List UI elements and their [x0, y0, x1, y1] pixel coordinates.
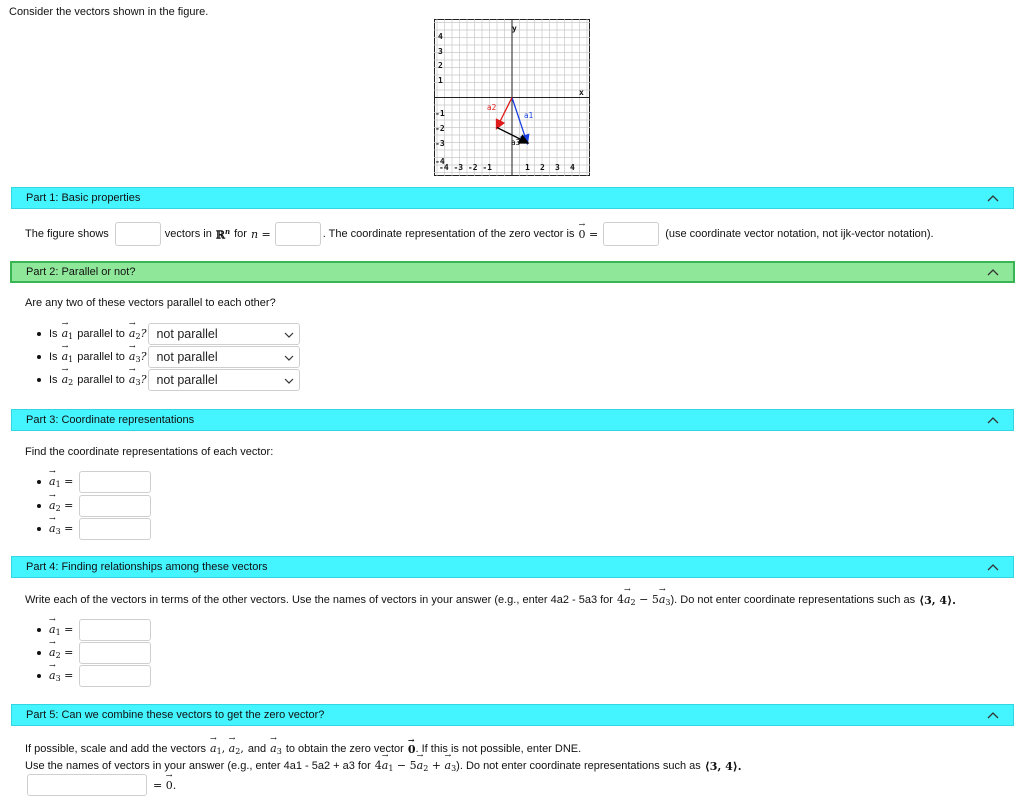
- part1-text-e: (use coordinate vector notation, not ijk-vector notation).: [665, 228, 934, 240]
- part4-header[interactable]: [11, 556, 1014, 578]
- x-tick-2: 2: [540, 163, 545, 172]
- part4-prompt-b: ). Do not enter coordinate representations such as: [670, 594, 916, 606]
- dimension-input[interactable]: [275, 222, 321, 246]
- y-tick-neg1: -1: [435, 109, 445, 118]
- rel-a3-input[interactable]: [79, 665, 151, 687]
- part1-text-a: The figure shows: [25, 228, 109, 240]
- vector-a3-symbol: → $a_3$?: [129, 350, 147, 364]
- intro-text: Consider the vectors shown in the figure.: [9, 6, 209, 18]
- rel-row-a3: [25, 665, 151, 687]
- select-value: not parallel: [156, 373, 218, 387]
- example-coordinates: ⟨3, 4⟩.: [919, 593, 956, 607]
- part4-prompt-a: Write each of the vectors in terms of the other vectors. Use the names of vectors in your answer (e.g., enter 4a2 - 5a3 for: [25, 594, 613, 606]
- part1-text-b: vectors in: [164, 228, 212, 240]
- vector-a3-symbol: → $a_3$ =: [49, 522, 73, 536]
- chevron-up-icon[interactable]: [987, 263, 999, 281]
- vector-a3-label: a3: [511, 138, 521, 147]
- parallel-select-2[interactable]: [148, 346, 300, 368]
- parallel-select-1[interactable]: [148, 323, 300, 345]
- part1-header[interactable]: [11, 187, 1014, 209]
- vector-a2-symbol: → $a_2$ =: [49, 499, 73, 513]
- bullet: [37, 332, 41, 336]
- vector-a1-symbol: → $a_1$: [62, 327, 74, 341]
- bullet: [37, 527, 41, 531]
- vector-list: → $a_1$, → $a_2$,: [210, 742, 244, 756]
- vector-a2-symbol: → $a_2$: [62, 373, 74, 387]
- zero-vector-symbol: → 0: [408, 743, 416, 756]
- coord-a2-input[interactable]: [79, 495, 151, 517]
- q-parallel-to: parallel to: [77, 351, 125, 363]
- vector-a2-symbol: → $a_2$?: [129, 327, 147, 341]
- chevron-up-icon[interactable]: [987, 410, 999, 430]
- chevron-down-icon: [284, 352, 294, 366]
- chevron-up-icon[interactable]: [987, 705, 999, 725]
- bullet: [37, 628, 41, 632]
- part5-line1-c: to obtain the zero vector: [285, 743, 404, 755]
- coord-row-a1: [25, 471, 151, 493]
- part1-title: Part 1: Basic properties: [26, 192, 141, 204]
- real-space-symbol: ℝ$^n$: [215, 226, 231, 242]
- part5-line1-b: and: [247, 743, 267, 755]
- vector-a2-symbol: → $a_2$ =: [49, 646, 73, 660]
- part3-prompt: Find the coordinate representations of each vector:: [25, 446, 274, 458]
- q-is: Is: [49, 351, 58, 363]
- vector-a1-symbol: → $a_1$ =: [49, 623, 73, 637]
- y-tick-2: 2: [438, 61, 443, 70]
- part1-sentence: [25, 222, 934, 246]
- vector-graph: [434, 19, 590, 176]
- coord-row-a3: [25, 518, 151, 540]
- rel-a1-input[interactable]: [79, 619, 151, 641]
- part1-text-d: . The coordinate representation of the zero vector is: [322, 228, 575, 240]
- part5-line2: [25, 759, 742, 773]
- part5-title: Part 5: Can we combine these vectors to get the zero vector?: [26, 709, 325, 721]
- rel-row-a1: [25, 619, 151, 641]
- chevron-up-icon[interactable]: [987, 188, 999, 208]
- y-axis-label: y: [512, 24, 517, 33]
- y-tick-neg3: -3: [435, 139, 445, 148]
- part4-prompt: [25, 593, 956, 607]
- vector-a1-symbol: → $a_1$: [62, 350, 74, 364]
- x-tick-3: 3: [555, 163, 560, 172]
- coord-a3-input[interactable]: [79, 518, 151, 540]
- n-equals: n =: [250, 227, 271, 241]
- example-expression: $4\to a_2 - 5\to a_3$: [617, 593, 671, 607]
- parallel-row-3: [25, 369, 300, 391]
- bullet: [37, 504, 41, 508]
- chevron-down-icon: [284, 329, 294, 343]
- coord-row-a2: [25, 495, 151, 517]
- rel-a2-input[interactable]: [79, 642, 151, 664]
- x-axis-label: x: [579, 88, 584, 97]
- parallel-select-3[interactable]: [148, 369, 300, 391]
- rel-row-a2: [25, 642, 151, 664]
- part1-text-c: for: [234, 228, 247, 240]
- zero-vector-input[interactable]: [603, 222, 659, 246]
- part3-header[interactable]: [11, 409, 1014, 431]
- part2-title: Part 2: Parallel or not?: [26, 266, 136, 278]
- select-value: not parallel: [156, 350, 218, 364]
- y-tick-1: 1: [438, 76, 443, 85]
- num-vectors-input[interactable]: [115, 222, 161, 246]
- vector-figure: [434, 19, 590, 176]
- chevron-up-icon[interactable]: [987, 557, 999, 577]
- part5-line2-a: Use the names of vectors in your answer (e.g., enter 4a1 - 5a2 + a3 for: [25, 760, 371, 772]
- part5-line2-b: ). Do not enter coordinate representations such as: [456, 760, 701, 772]
- coord-a1-input[interactable]: [79, 471, 151, 493]
- bullet: [37, 355, 41, 359]
- select-value: not parallel: [156, 327, 218, 341]
- part5-header[interactable]: [11, 704, 1014, 726]
- x-tick-4: 4: [570, 163, 575, 172]
- zero-combo-row: [27, 774, 176, 796]
- q-is: Is: [49, 328, 58, 340]
- vector-a3-symbol: → $a_3$ =: [49, 669, 73, 683]
- example-coordinates: ⟨3, 4⟩.: [704, 759, 742, 773]
- y-tick-4: 4: [438, 32, 443, 41]
- chevron-down-icon: [284, 375, 294, 389]
- x-ticks-negative: -4 -3 -2 -1: [439, 163, 492, 172]
- vector-a3-symbol: → $a_3$: [270, 742, 282, 756]
- example-expression: $4\to a_1 - 5\to a_2$ + → $a_3$: [375, 759, 456, 773]
- x-tick-1: 1: [525, 163, 530, 172]
- vector-a1-symbol: → $a_1$ =: [49, 475, 73, 489]
- vector-a3-symbol: → $a_3$?: [129, 373, 147, 387]
- part5-line1-a: If possible, scale and add the vectors: [25, 743, 206, 755]
- y-tick-neg2: -2: [435, 124, 445, 133]
- y-tick-neg4: -4: [435, 157, 445, 166]
- part4-title: Part 4: Finding relationships among these vectors: [26, 561, 268, 573]
- q-is: Is: [49, 374, 58, 386]
- bullet: [37, 480, 41, 484]
- equals-zero-vector: = → 0.: [153, 779, 176, 792]
- part2-question: Are any two of these vectors parallel to each other?: [25, 297, 276, 309]
- bullet: [37, 651, 41, 655]
- part5-line1: [25, 742, 581, 756]
- vector-a1-label: a1: [524, 111, 534, 120]
- bullet: [37, 674, 41, 678]
- q-parallel-to: parallel to: [77, 374, 125, 386]
- vector-a2-label: a2: [487, 103, 497, 112]
- zero-combination-input[interactable]: [27, 774, 147, 796]
- q-parallel-to: parallel to: [77, 328, 125, 340]
- zero-vector-symbol: → 0 =: [578, 228, 598, 241]
- bullet: [37, 378, 41, 382]
- y-tick-3: 3: [438, 47, 443, 56]
- part3-title: Part 3: Coordinate representations: [26, 414, 195, 426]
- part5-line1-d: . If this is not possible, enter DNE.: [415, 743, 582, 755]
- part2-header[interactable]: [10, 261, 1015, 283]
